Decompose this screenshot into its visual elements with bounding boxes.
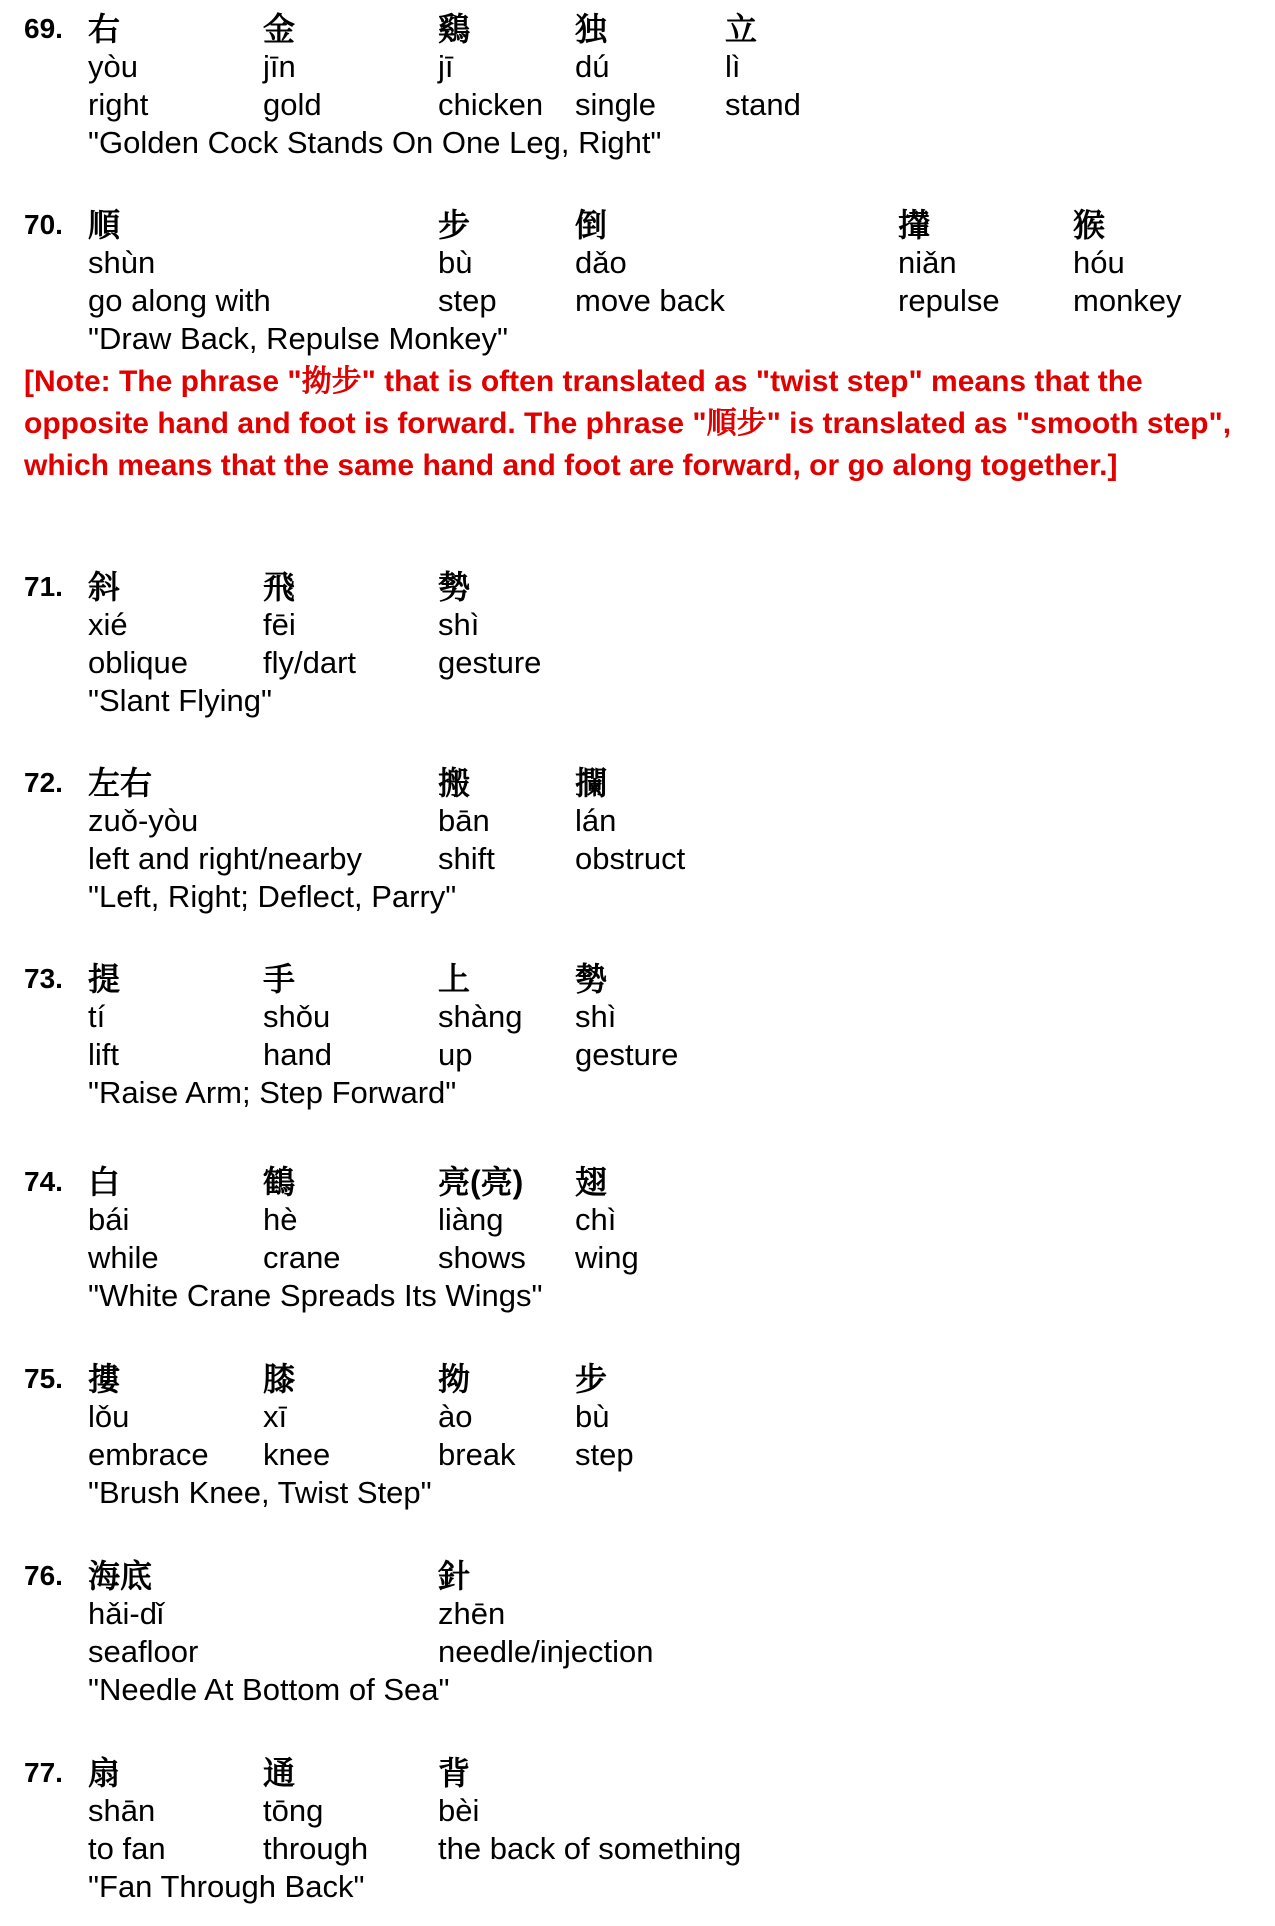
english-gloss: chicken — [438, 87, 544, 122]
word-column — [88, 206, 308, 320]
english-gloss: oblique — [88, 645, 188, 680]
translated-phrase: "Raise Arm; Step Forward" — [88, 1075, 457, 1110]
entry-number: 70. — [24, 209, 63, 240]
pinyin: niǎn — [898, 245, 957, 280]
entry-number: 74. — [24, 1166, 63, 1197]
pinyin: hóu — [1073, 245, 1125, 280]
chinese-character: 倒 — [575, 207, 608, 243]
translated-phrase: "Brush Knee, Twist Step" — [88, 1475, 432, 1510]
chinese-character: 左右 — [88, 765, 153, 801]
pinyin: xī — [263, 1399, 288, 1434]
word-column — [438, 568, 658, 682]
chinese-character: 独 — [575, 11, 608, 47]
word-column — [1073, 206, 1275, 320]
chinese-character: 膝 — [263, 1361, 296, 1397]
pinyin: hǎi-dǐ — [88, 1596, 164, 1631]
pinyin: lǒu — [88, 1399, 130, 1434]
chinese-character: 針 — [438, 1558, 471, 1594]
word-column — [575, 764, 795, 878]
word-column — [575, 1163, 795, 1277]
pinyin: dú — [575, 49, 610, 84]
english-gloss: the back of something — [438, 1831, 742, 1866]
word-column — [88, 1557, 308, 1671]
word-column — [88, 764, 363, 878]
english-gloss: fly/dart — [263, 645, 357, 680]
english-gloss: up — [438, 1037, 473, 1072]
english-gloss: embrace — [88, 1437, 209, 1472]
pinyin: bù — [438, 245, 473, 280]
english-gloss: crane — [263, 1240, 341, 1275]
entry-number: 71. — [24, 571, 63, 602]
english-gloss: repulse — [898, 283, 1000, 318]
pinyin: ào — [438, 1399, 473, 1434]
chinese-character: 猴 — [1073, 207, 1106, 243]
entry-number: 69. — [24, 13, 63, 44]
english-gloss: knee — [263, 1437, 331, 1472]
chinese-character: 勢 — [575, 961, 608, 997]
chinese-character: 海底 — [88, 1558, 153, 1594]
pinyin: bái — [88, 1202, 130, 1237]
pinyin: shān — [88, 1793, 156, 1828]
chinese-character: 上 — [438, 961, 471, 997]
word-column — [725, 10, 945, 124]
pinyin: bù — [575, 1399, 610, 1434]
pinyin: shùn — [88, 245, 156, 280]
english-gloss: shift — [438, 841, 495, 876]
chinese-character: 右 — [88, 11, 121, 47]
english-gloss: go along with — [88, 283, 271, 318]
translation-note: [Note: The phrase "拗步" that is often translated as "twist step" means that the opposite hand and foot is forward. The phrase "順步" is translated as "smooth step", which means that the same hand and foot are forward, or go along together.] — [24, 365, 1232, 482]
chinese-character: 搬 — [438, 765, 471, 801]
english-gloss: step — [575, 1437, 634, 1472]
chinese-character: 飛 — [263, 569, 296, 605]
chinese-character: 摟 — [88, 1361, 121, 1397]
chinese-character: 手 — [263, 961, 296, 997]
pinyin: zuǒ-yòu — [88, 803, 199, 838]
pinyin: fēi — [263, 607, 296, 642]
chinese-character: 背 — [438, 1755, 471, 1791]
translated-phrase: "Fan Through Back" — [88, 1869, 365, 1904]
english-gloss: lift — [88, 1037, 119, 1072]
english-gloss: single — [575, 87, 656, 122]
pinyin: lán — [575, 803, 617, 838]
pinyin: yòu — [88, 49, 138, 84]
pinyin: shǒu — [263, 999, 331, 1034]
chinese-character: 亮(亮) — [438, 1164, 524, 1200]
pinyin: dǎo — [575, 245, 627, 280]
translated-phrase: "White Crane Spreads Its Wings" — [88, 1278, 543, 1313]
translated-phrase: "Needle At Bottom of Sea" — [88, 1672, 450, 1707]
chinese-character: 鷄 — [438, 11, 471, 47]
pinyin: jī — [438, 49, 454, 84]
pinyin: shàng — [438, 999, 523, 1034]
pinyin: lì — [725, 49, 741, 84]
pinyin: hè — [263, 1202, 298, 1237]
english-gloss: gold — [263, 87, 322, 122]
translated-phrase: "Golden Cock Stands On One Leg, Right" — [88, 125, 662, 160]
chinese-character: 斜 — [88, 569, 121, 605]
entry-number: 77. — [24, 1757, 63, 1788]
pinyin: liàng — [438, 1202, 504, 1237]
word-column — [438, 1754, 838, 1868]
entry-number: 72. — [24, 767, 63, 798]
translated-phrase: "Draw Back, Repulse Monkey" — [88, 321, 508, 356]
chinese-character: 翅 — [575, 1164, 608, 1200]
chinese-character: 扇 — [88, 1755, 121, 1791]
pinyin: jīn — [263, 49, 296, 84]
entry-number: 75. — [24, 1363, 63, 1394]
english-gloss: needle/injection — [438, 1634, 654, 1669]
english-gloss: monkey — [1073, 283, 1182, 318]
chinese-character: 鶴 — [263, 1164, 296, 1200]
pinyin: shì — [438, 607, 480, 642]
chinese-character: 攔 — [575, 765, 608, 801]
english-gloss: gesture — [438, 645, 542, 680]
pinyin: zhēn — [438, 1596, 506, 1631]
word-column — [575, 960, 795, 1074]
pinyin: xié — [88, 607, 128, 642]
english-gloss: while — [88, 1240, 159, 1275]
word-column — [575, 206, 795, 320]
english-gloss: move back — [575, 283, 725, 318]
english-gloss: hand — [263, 1037, 332, 1072]
english-gloss: through — [263, 1831, 369, 1866]
chinese-character: 步 — [575, 1361, 608, 1397]
chinese-character: 提 — [88, 961, 121, 997]
chinese-character: 白 — [88, 1164, 121, 1200]
english-gloss: left and right/nearby — [88, 841, 363, 876]
english-gloss: wing — [575, 1240, 639, 1275]
chinese-character: 立 — [725, 11, 758, 47]
english-gloss: step — [438, 283, 497, 318]
english-gloss: seafloor — [88, 1634, 199, 1669]
english-gloss: shows — [438, 1240, 526, 1275]
chinese-character: 攆 — [898, 207, 931, 243]
translated-phrase: "Left, Right; Deflect, Parry" — [88, 879, 457, 914]
chinese-character: 步 — [438, 207, 471, 243]
chinese-character: 拗 — [438, 1361, 471, 1397]
chinese-character: 勢 — [438, 569, 471, 605]
pinyin: bèi — [438, 1793, 480, 1828]
chinese-character: 通 — [263, 1755, 296, 1791]
pinyin: tí — [88, 999, 106, 1034]
chinese-character: 金 — [263, 11, 296, 47]
english-gloss: break — [438, 1437, 516, 1472]
word-column — [575, 1360, 795, 1474]
entry-number: 76. — [24, 1560, 63, 1591]
pinyin: chì — [575, 1202, 617, 1237]
word-column — [438, 1557, 658, 1671]
pinyin: tōng — [263, 1793, 324, 1828]
entry-number: 73. — [24, 963, 63, 994]
pinyin: shì — [575, 999, 617, 1034]
english-gloss: to fan — [88, 1831, 166, 1866]
english-gloss: right — [88, 87, 149, 122]
translated-phrase: "Slant Flying" — [88, 683, 272, 718]
english-gloss: obstruct — [575, 841, 686, 876]
pinyin: bān — [438, 803, 490, 838]
english-gloss: gesture — [575, 1037, 679, 1072]
chinese-character: 順 — [88, 207, 121, 243]
english-gloss: stand — [725, 87, 801, 122]
